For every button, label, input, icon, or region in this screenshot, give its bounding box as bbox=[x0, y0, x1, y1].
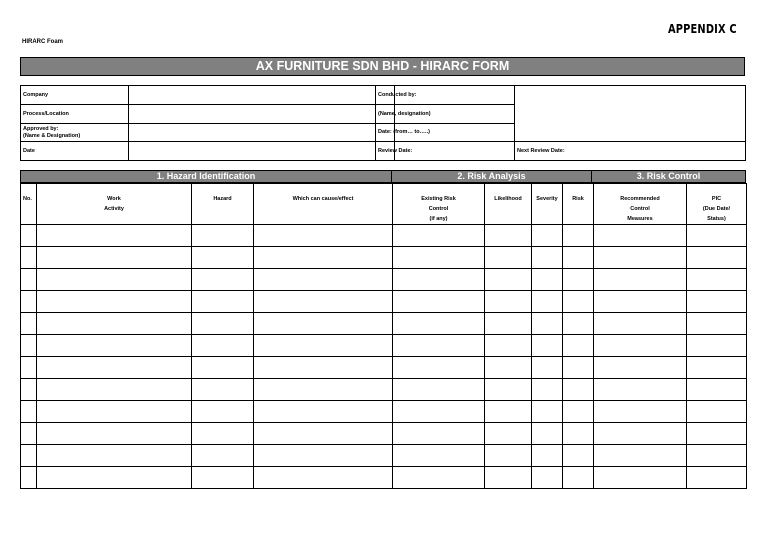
table-cell[interactable] bbox=[687, 357, 747, 379]
name-designation-label: (Name, designation) bbox=[378, 110, 431, 117]
table-cell[interactable] bbox=[254, 445, 393, 467]
col-risk-label: Risk bbox=[572, 196, 584, 202]
col-severity-label: Severity bbox=[536, 196, 558, 202]
table-cell[interactable] bbox=[485, 445, 532, 467]
table-cell[interactable] bbox=[254, 269, 393, 291]
table-cell[interactable] bbox=[192, 313, 254, 335]
table-cell[interactable] bbox=[254, 335, 393, 357]
table-cell[interactable] bbox=[485, 313, 532, 335]
table-cell[interactable] bbox=[192, 467, 254, 489]
table-cell[interactable] bbox=[254, 225, 393, 247]
table-cell[interactable] bbox=[393, 423, 485, 445]
table-cell[interactable] bbox=[532, 357, 563, 379]
col-severity bbox=[532, 184, 563, 225]
table-cell[interactable] bbox=[37, 335, 192, 357]
table-cell[interactable] bbox=[254, 291, 393, 313]
col-no-label: No. bbox=[23, 196, 32, 202]
table-cell[interactable] bbox=[254, 247, 393, 269]
col-recommended-line1: Recommended bbox=[620, 196, 660, 202]
col-pic bbox=[687, 184, 747, 225]
table-cell[interactable] bbox=[687, 313, 747, 335]
table-cell[interactable] bbox=[192, 379, 254, 401]
table-cell[interactable] bbox=[594, 401, 687, 423]
review-date-label: Review Date: bbox=[378, 147, 413, 154]
table-cell[interactable] bbox=[532, 225, 563, 247]
table-cell[interactable] bbox=[532, 313, 563, 335]
col-work-activity bbox=[37, 184, 192, 225]
table-cell[interactable] bbox=[594, 379, 687, 401]
table-cell[interactable] bbox=[594, 423, 687, 445]
table-cell[interactable] bbox=[563, 335, 594, 357]
table-cell[interactable] bbox=[393, 269, 485, 291]
table-cell[interactable] bbox=[254, 401, 393, 423]
table-cell[interactable] bbox=[21, 269, 37, 291]
table-cell[interactable] bbox=[687, 269, 747, 291]
table-cell[interactable] bbox=[37, 379, 192, 401]
table-cell[interactable] bbox=[485, 247, 532, 269]
table-cell[interactable] bbox=[192, 291, 254, 313]
table-cell[interactable] bbox=[21, 423, 37, 445]
table-cell[interactable] bbox=[254, 423, 393, 445]
col-likelihood bbox=[485, 184, 532, 225]
process-location-field[interactable] bbox=[128, 104, 395, 124]
date-range-cell bbox=[375, 123, 515, 142]
table-cell[interactable] bbox=[532, 401, 563, 423]
table-cell[interactable] bbox=[687, 225, 747, 247]
date-range-label: Date: (from… to…..) bbox=[378, 129, 430, 135]
table-cell[interactable] bbox=[21, 247, 37, 269]
table-cell[interactable] bbox=[563, 269, 594, 291]
col-pic-line3: Status) bbox=[707, 216, 726, 222]
next-review-date-label: Next Review Date: bbox=[517, 147, 565, 154]
section-risk-control: 3. Risk Control bbox=[591, 170, 746, 183]
table-cell[interactable] bbox=[687, 445, 747, 467]
table-row bbox=[21, 357, 747, 379]
table-row bbox=[21, 291, 747, 313]
table-cell[interactable] bbox=[485, 423, 532, 445]
table-row bbox=[21, 379, 747, 401]
table-cell[interactable] bbox=[563, 467, 594, 489]
table-cell[interactable] bbox=[393, 225, 485, 247]
column-header-row bbox=[21, 184, 747, 225]
table-row bbox=[21, 401, 747, 423]
approved-by-field[interactable] bbox=[128, 123, 395, 142]
table-cell[interactable] bbox=[393, 335, 485, 357]
info-block bbox=[20, 85, 746, 161]
col-existing-line3: (if any) bbox=[429, 216, 448, 222]
table-row bbox=[21, 423, 747, 445]
review-date-cell bbox=[375, 141, 515, 161]
table-cell[interactable] bbox=[37, 423, 192, 445]
table-cell[interactable] bbox=[192, 247, 254, 269]
table-cell[interactable] bbox=[37, 247, 192, 269]
col-existing-line1: Existing Risk bbox=[421, 196, 456, 202]
table-cell[interactable] bbox=[192, 445, 254, 467]
table-cell[interactable] bbox=[563, 445, 594, 467]
section-hazard-identification: 1. Hazard Identification bbox=[20, 170, 392, 183]
col-cause-effect-label: Which can cause/effect bbox=[292, 196, 354, 202]
approved-by-label: Approved by: bbox=[23, 125, 59, 132]
col-recommended-control bbox=[594, 184, 687, 225]
table-cell[interactable] bbox=[563, 379, 594, 401]
table-cell[interactable] bbox=[254, 467, 393, 489]
table-cell[interactable] bbox=[687, 335, 747, 357]
table-cell[interactable] bbox=[192, 423, 254, 445]
table-cell[interactable] bbox=[563, 401, 594, 423]
table-cell[interactable] bbox=[393, 467, 485, 489]
table-cell[interactable] bbox=[594, 313, 687, 335]
col-risk bbox=[563, 184, 594, 225]
conducted-by-cell bbox=[375, 85, 515, 105]
col-no bbox=[21, 184, 37, 225]
col-recommended-line3: Measures bbox=[627, 216, 653, 222]
table-cell[interactable] bbox=[594, 467, 687, 489]
table-cell[interactable] bbox=[192, 357, 254, 379]
table-cell[interactable] bbox=[254, 313, 393, 335]
table-cell[interactable] bbox=[192, 335, 254, 357]
table-cell[interactable] bbox=[21, 445, 37, 467]
col-hazard bbox=[192, 184, 254, 225]
hirarc-table bbox=[20, 183, 747, 489]
name-designation-cell bbox=[375, 104, 515, 124]
date-label-cell bbox=[20, 141, 129, 161]
table-cell[interactable] bbox=[594, 291, 687, 313]
table-cell[interactable] bbox=[192, 225, 254, 247]
table-cell[interactable] bbox=[532, 247, 563, 269]
col-pic-line1: PIC bbox=[711, 196, 722, 202]
table-cell[interactable] bbox=[563, 225, 594, 247]
table-cell[interactable] bbox=[687, 379, 747, 401]
table-cell[interactable] bbox=[532, 467, 563, 489]
col-likelihood-label: Likelihood bbox=[494, 196, 522, 202]
col-work-activity-line1: Work bbox=[107, 196, 121, 202]
table-cell[interactable] bbox=[393, 379, 485, 401]
table-row bbox=[21, 313, 747, 335]
form-title: AX FURNITURE SDN BHD - HIRARC FORM bbox=[20, 57, 745, 76]
col-existing-risk-control bbox=[393, 184, 485, 225]
table-cell[interactable] bbox=[532, 269, 563, 291]
table-cell[interactable] bbox=[485, 357, 532, 379]
table-cell[interactable] bbox=[21, 313, 37, 335]
table-row bbox=[21, 247, 747, 269]
section-risk-analysis: 2. Risk Analysis bbox=[391, 170, 592, 183]
table-cell[interactable] bbox=[485, 401, 532, 423]
company-label: Company bbox=[23, 91, 49, 98]
next-review-date-cell bbox=[514, 141, 746, 161]
table-cell[interactable] bbox=[393, 401, 485, 423]
table-body bbox=[21, 225, 747, 489]
col-existing-line2: Control bbox=[428, 206, 449, 212]
table-cell[interactable] bbox=[393, 313, 485, 335]
table-cell[interactable] bbox=[687, 401, 747, 423]
table-cell[interactable] bbox=[393, 247, 485, 269]
col-recommended-line2: Control bbox=[630, 206, 650, 212]
table-cell[interactable] bbox=[21, 291, 37, 313]
table-cell[interactable] bbox=[37, 445, 192, 467]
table-cell[interactable] bbox=[485, 335, 532, 357]
company-label-cell bbox=[20, 85, 129, 105]
approved-by-sub: (Name & Designation) bbox=[23, 132, 81, 139]
table-cell[interactable] bbox=[485, 225, 532, 247]
table-cell[interactable] bbox=[563, 291, 594, 313]
col-work-activity-line2: Activity bbox=[104, 206, 124, 212]
table-cell[interactable] bbox=[687, 247, 747, 269]
table-cell[interactable] bbox=[563, 247, 594, 269]
table-cell[interactable] bbox=[532, 379, 563, 401]
table-row bbox=[21, 225, 747, 247]
table-cell[interactable] bbox=[393, 291, 485, 313]
table-cell[interactable] bbox=[563, 313, 594, 335]
table-cell[interactable] bbox=[192, 269, 254, 291]
table-cell[interactable] bbox=[594, 247, 687, 269]
table-cell[interactable] bbox=[532, 423, 563, 445]
appendix-label: APPENDIX C bbox=[668, 22, 737, 36]
table-cell[interactable] bbox=[687, 467, 747, 489]
table-cell[interactable] bbox=[594, 225, 687, 247]
table-cell[interactable] bbox=[37, 225, 192, 247]
process-location-label-cell bbox=[20, 104, 129, 124]
table-cell[interactable] bbox=[393, 357, 485, 379]
table-cell[interactable] bbox=[21, 357, 37, 379]
table-cell[interactable] bbox=[594, 269, 687, 291]
table-cell[interactable] bbox=[563, 357, 594, 379]
table-cell[interactable] bbox=[21, 467, 37, 489]
table-cell[interactable] bbox=[563, 423, 594, 445]
table-cell[interactable] bbox=[485, 379, 532, 401]
table-cell[interactable] bbox=[485, 291, 532, 313]
table-cell[interactable] bbox=[37, 401, 192, 423]
table-cell[interactable] bbox=[37, 269, 192, 291]
table-cell[interactable] bbox=[21, 379, 37, 401]
col-pic-line2: (Due Date/ bbox=[702, 206, 731, 212]
table-cell[interactable] bbox=[485, 269, 532, 291]
date-label: Date bbox=[23, 147, 35, 154]
conducted-by-label: Conducted by: bbox=[378, 91, 417, 98]
table-cell[interactable] bbox=[687, 423, 747, 445]
form-label: HIRARC Foam bbox=[22, 39, 64, 45]
date-field[interactable] bbox=[128, 141, 395, 161]
table-cell[interactable] bbox=[37, 313, 192, 335]
table-row bbox=[21, 335, 747, 357]
table-cell[interactable] bbox=[594, 335, 687, 357]
table-cell[interactable] bbox=[393, 445, 485, 467]
table-cell[interactable] bbox=[37, 291, 192, 313]
table-row bbox=[21, 269, 747, 291]
table-cell[interactable] bbox=[21, 335, 37, 357]
col-cause-effect bbox=[254, 184, 393, 225]
table-cell[interactable] bbox=[21, 225, 37, 247]
table-cell[interactable] bbox=[687, 291, 747, 313]
table-cell[interactable] bbox=[192, 401, 254, 423]
table-cell[interactable] bbox=[21, 401, 37, 423]
process-location-label: Process/Location bbox=[23, 110, 69, 117]
table-cell[interactable] bbox=[254, 357, 393, 379]
col-hazard-label: Hazard bbox=[213, 196, 232, 202]
table-cell[interactable] bbox=[532, 335, 563, 357]
company-field[interactable] bbox=[128, 85, 395, 105]
table-cell[interactable] bbox=[594, 445, 687, 467]
table-cell[interactable] bbox=[532, 445, 563, 467]
conducted-by-field[interactable] bbox=[514, 85, 746, 142]
table-cell[interactable] bbox=[594, 357, 687, 379]
table-row bbox=[21, 467, 747, 489]
table-row bbox=[21, 445, 747, 467]
table-cell[interactable] bbox=[37, 357, 192, 379]
table-cell[interactable] bbox=[485, 467, 532, 489]
table-cell[interactable] bbox=[254, 379, 393, 401]
table-cell[interactable] bbox=[532, 291, 563, 313]
table-cell[interactable] bbox=[37, 467, 192, 489]
approved-by-label-cell bbox=[20, 123, 129, 142]
